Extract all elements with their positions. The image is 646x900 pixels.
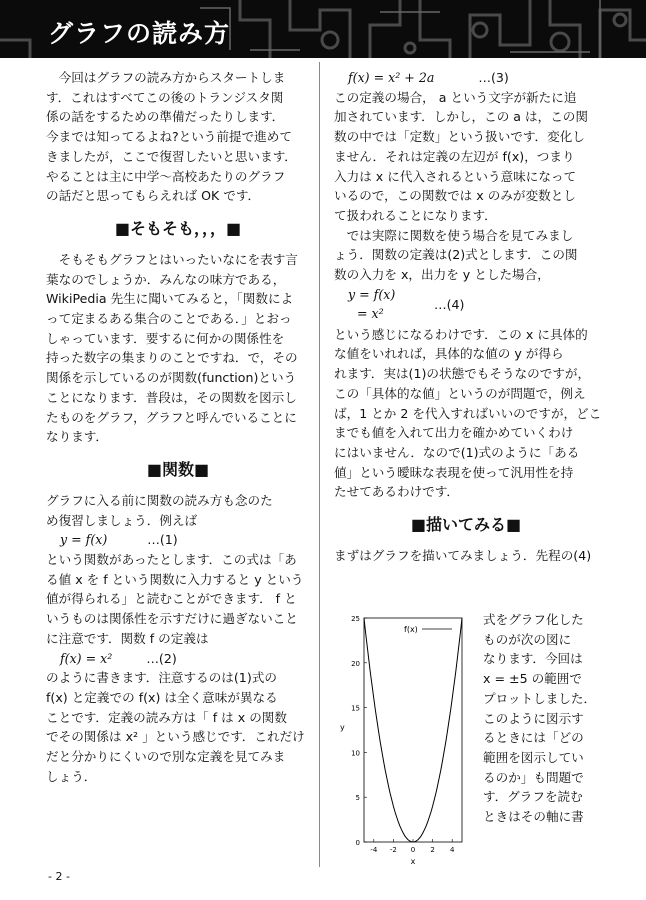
text-line: しゃっています．要するに何かの関係性を	[46, 330, 285, 346]
definition-paragraph	[334, 88, 598, 226]
usage-paragraph	[334, 226, 598, 285]
text-line: この定義の場合， a という文字が新たに追	[334, 89, 577, 105]
equation-4	[334, 285, 598, 325]
legend-label: f(x)	[404, 625, 418, 634]
text-line: 入力は x に代入されるという意味になって	[334, 168, 577, 184]
x-tick-label: 2	[430, 846, 435, 854]
text-line: 数の中では「定数」という扱いです．変化し	[334, 129, 585, 145]
text-line: の話だと思ってもらえれば OK です．	[46, 188, 261, 204]
text-line: ません．それは定義の左辺が f(x)，つまり	[334, 148, 575, 164]
text-line: やることは主に中学～高校あたりのグラフ	[46, 168, 286, 184]
equation-3-number: …(3)	[478, 70, 509, 85]
text-line: のように書きます．注意するのは(1)式の	[46, 670, 277, 686]
text-line: いうものは関係性を示すだけに過ぎないこと	[46, 611, 298, 627]
right-column	[334, 68, 602, 566]
text-line: なります．今回は	[483, 651, 583, 667]
equation-2-body: f(x) = x²	[60, 650, 113, 666]
series-line-fx	[364, 618, 462, 842]
x-tick-label: -2	[389, 846, 397, 854]
text-line: す．グラフを読む	[483, 789, 583, 805]
y-tick-label: 0	[355, 839, 360, 847]
kansu-paragraph	[46, 491, 310, 787]
text-line: 数の入力を x，出力を y とした場合，	[334, 267, 550, 283]
text-line: 式をグラフ化した	[483, 612, 584, 627]
text-line: ものが次の図に	[483, 631, 572, 647]
text-line: まずはグラフを描いてみましょう．先程の(4)	[334, 548, 592, 564]
text-line: るときには「どの	[483, 730, 584, 746]
section-heading-egaite: ■描いてみる■	[410, 515, 522, 535]
intro-paragraph	[46, 68, 310, 206]
text-line: なります．	[46, 429, 108, 445]
text-line: しょう．	[46, 768, 97, 784]
text-line: に注意です．関数 f の定義は	[46, 630, 209, 646]
text-line: 持った数字の集まりのことですね．で，その	[46, 350, 298, 366]
equation-1-body: y = f(x)	[60, 532, 108, 548]
text-line: たせてあるわけです．	[334, 484, 459, 500]
text-line: ことです．定義の読み方は「 f は x の関数	[46, 709, 287, 725]
chart-svg	[334, 610, 470, 875]
text-line: 係の話をするための準備だったりします．	[46, 109, 285, 125]
text-line: プロットしました．	[483, 690, 597, 706]
text-line: この「具体的な値」というのが問題で，例え	[334, 385, 586, 401]
equation-1	[46, 530, 310, 550]
page-header	[0, 0, 646, 58]
text-line: て扱われることになります．	[334, 207, 497, 223]
text-line: では実際に関数を使う場合を見てみまし	[346, 227, 574, 243]
equation-4-number: …(4)	[434, 296, 465, 312]
text-line: る値 x を f という関数に入力すると y という	[46, 571, 304, 587]
text-line: f(x) と定義での f(x) は全く意味が異なる	[46, 689, 278, 705]
page-title: グラフの読み方	[48, 19, 231, 48]
text-line: までも値を入れて出力を確かめていくわけ	[334, 425, 574, 441]
text-line: 今までは知ってるよね?という前提で進めて	[46, 129, 292, 145]
section-heading-somosomo: ■そもそも，，，■	[114, 218, 242, 238]
equation-2-number: …(2)	[146, 650, 177, 666]
column-divider	[319, 62, 320, 867]
text-line: きましたが，ここで復習したいと思います．	[46, 148, 297, 164]
text-line: いるので，この関数では x のみが変数とし	[334, 188, 576, 204]
text-line: グラフに入る前に関数の読み方も念のた	[46, 492, 273, 508]
text-line: ょう．関数の定義は(2)式とします．この関	[334, 247, 578, 263]
text-line: 関係を示しているのが関数(function)という	[46, 370, 297, 386]
text-line: にはいません．なので(1)式のように「ある	[334, 444, 580, 460]
text-line: だと分かりにくいので別な定義を見てみま	[46, 749, 286, 765]
text-line: このように図示す	[483, 710, 584, 726]
text-line: そもそもグラフとはいったいなにを表す言	[58, 251, 298, 267]
x-tick-label: 4	[449, 846, 455, 854]
text-line: WikiPedia 先生に聞いてみると，「関数によ	[46, 291, 294, 307]
concrete-value-paragraph	[334, 325, 602, 502]
left-column	[46, 68, 310, 787]
text-line: 範囲を図示してい	[483, 749, 584, 765]
y-tick-label: 10	[351, 749, 360, 758]
text-line: ことになります．普段は，その関数を図示し	[46, 389, 297, 405]
y-tick-label: 25	[351, 615, 360, 623]
x-tick-label: 0	[410, 846, 416, 854]
text-line: す．これはすべてこの後のトランジスタ関	[46, 89, 284, 105]
equation-3-body: f(x) = x² + 2a	[348, 70, 435, 85]
text-line: たものをグラフ，グラフと呼んでいることに	[46, 409, 297, 425]
equation-2	[46, 649, 310, 669]
text-line: 今回はグラフの読み方からスタートしま	[58, 70, 286, 85]
text-line: ば，1 とか 2 を代入すればいいのですが，どこ	[334, 405, 602, 421]
text-line: という関数があったとします．この式は「あ	[46, 552, 297, 568]
y-tick-label: 20	[351, 659, 360, 668]
text-line: でその関係は x² 」という感じです．これだけ	[46, 729, 305, 745]
x-tick-label: -4	[370, 846, 378, 854]
text-line: ときはその軸に書	[483, 809, 584, 825]
somosomo-paragraph	[46, 250, 310, 447]
page-number: - 2 -	[48, 870, 70, 883]
plot-side-text	[483, 610, 603, 827]
text-line: という感じになるわけです．この x に具体的	[334, 326, 588, 342]
text-line: 葉なのでしょうか．みんなの味方である，	[46, 271, 286, 287]
text-line: め復習しましょう．例えば	[46, 512, 198, 528]
text-line: 値」という曖昧な表現を使って汎用性を持	[334, 464, 574, 480]
section-heading-kansu: ■関数■	[146, 459, 210, 479]
parabola-chart	[334, 610, 470, 875]
y-axis-label: y	[340, 723, 345, 732]
text-line: 値が得られる」と読むことができます． f と	[46, 591, 297, 607]
equation-4-line-1: y = f(x)	[348, 286, 396, 302]
y-tick-label: 5	[355, 794, 360, 803]
text-line: x = ±5 の範囲で	[483, 671, 582, 687]
text-line: れます．実は(1)の状態でもそうなのですが，	[334, 366, 591, 382]
equation-3	[334, 68, 598, 88]
equation-4-line-2: = x²	[357, 306, 384, 322]
text-line: って定まるある集合のことである．」とおっ	[46, 311, 292, 327]
text-line: るのか」も問題で	[483, 769, 584, 785]
x-axis-label: x	[410, 857, 416, 866]
text-line: 加されています．しかし，この a は，この関	[334, 109, 588, 125]
equation-1-number: …(1)	[147, 532, 178, 548]
y-tick-label: 15	[351, 704, 360, 713]
text-line: な値をいれれば，具体的な値の y が得ら	[334, 346, 564, 362]
